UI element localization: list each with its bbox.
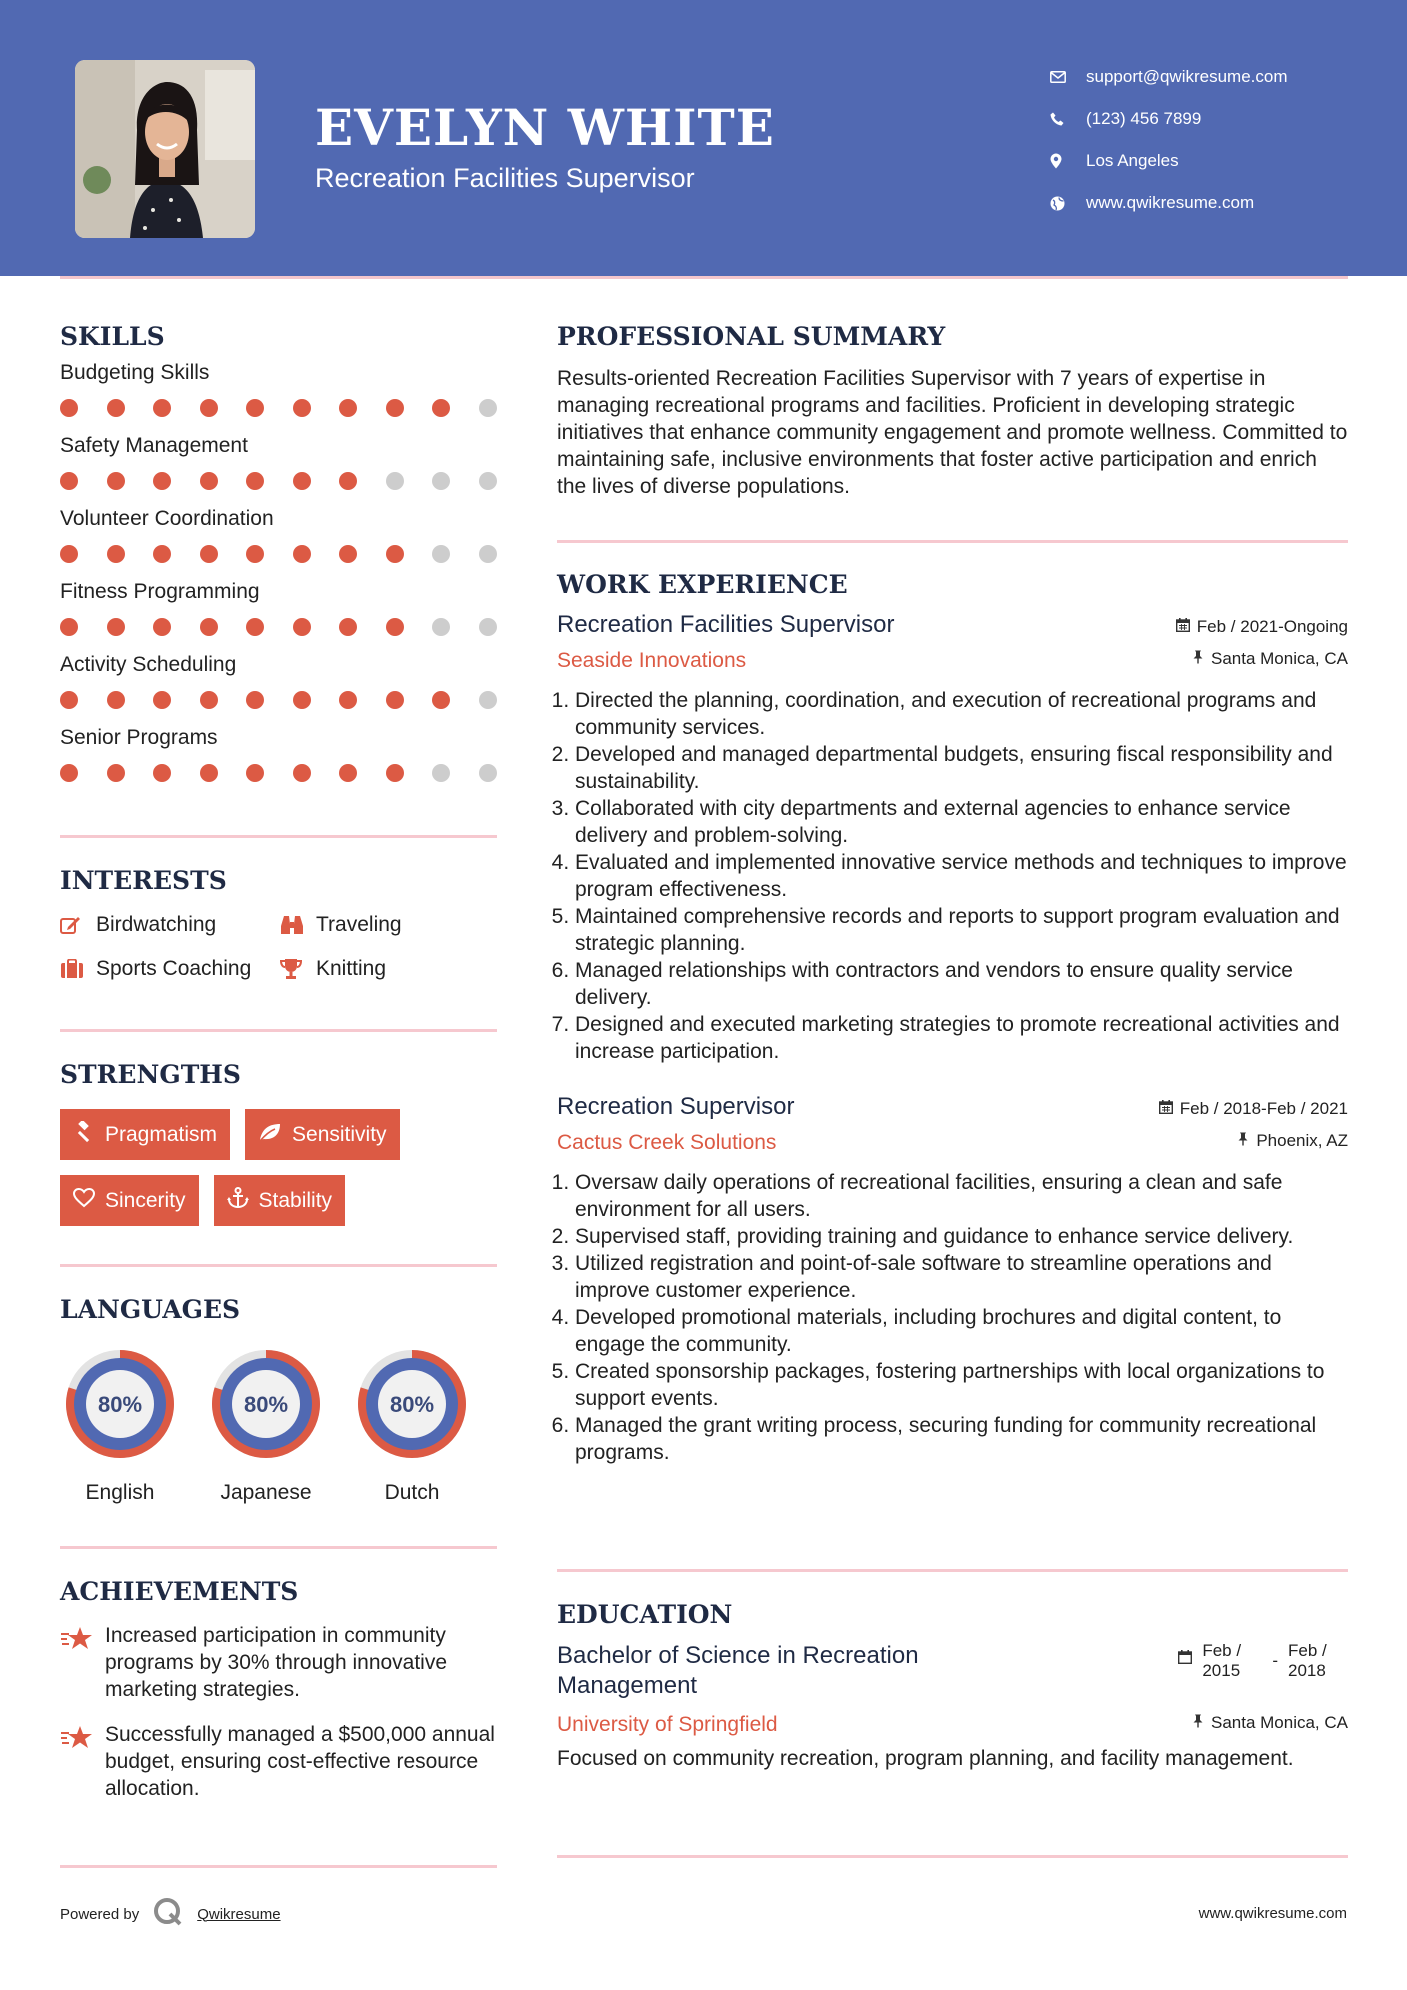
rating-dot <box>432 472 450 490</box>
duty-item: 6. Managed relationships with contractors and vendors to ensure quality service delivery. <box>575 957 1348 1011</box>
star-badge-icon <box>60 1622 105 1703</box>
rating-dot <box>60 545 78 563</box>
company-name: Seaside Innovations <box>557 649 747 672</box>
job-entry <box>557 1093 1348 1466</box>
duty-item: 6. Managed the grant writing process, securing funding for community recreational programs. <box>575 1412 1348 1466</box>
rating-dot <box>200 691 218 709</box>
briefcase-icon <box>60 959 96 979</box>
section-divider <box>60 1546 497 1549</box>
school-name: University of Springfield <box>557 1713 778 1736</box>
interest-item: Traveling <box>280 913 500 937</box>
education-location: Santa Monica, CA <box>1192 1713 1348 1733</box>
contact-location <box>1050 140 1370 182</box>
globe-icon <box>1050 196 1086 211</box>
duty-item: 2. Supervised staff, providing training and guidance to enhance service delivery. <box>575 1223 1348 1250</box>
pushpin-icon <box>1192 1713 1204 1733</box>
rating-dot <box>479 545 497 563</box>
education-start: Feb / 2015 <box>1202 1641 1242 1680</box>
rating-dot <box>200 545 218 563</box>
summary-section <box>557 322 1348 500</box>
skill-item <box>60 653 497 726</box>
calendar-icon <box>1178 1649 1192 1669</box>
rating-dot <box>60 764 78 782</box>
job-title: Recreation Facilities Supervisor <box>557 611 895 638</box>
skill-name: Budgeting Skills <box>60 361 210 384</box>
job-duties <box>557 1169 1348 1466</box>
job-duties <box>557 687 1348 1065</box>
section-divider <box>60 1865 497 1868</box>
contact-email[interactable] <box>1050 56 1370 98</box>
interests-list <box>60 913 497 981</box>
skill-item <box>60 580 497 653</box>
rating-dot <box>386 764 404 782</box>
rating-dot <box>246 764 264 782</box>
calendar-icon <box>1176 617 1190 637</box>
strength-tag: Sensitivity <box>245 1109 400 1160</box>
contact-phone-text: (123) 456 7899 <box>1086 109 1202 128</box>
rating-dot <box>479 764 497 782</box>
duty-item: 3. Collaborated with city departments and external agencies to enhance service delivery and problem-solving. <box>575 795 1348 849</box>
rating-dot <box>293 545 311 563</box>
contact-location-text: Los Angeles <box>1086 151 1179 170</box>
rating-dot <box>200 618 218 636</box>
contact-website-text: www.qwikresume.com <box>1086 193 1255 212</box>
candidate-title: Recreation Facilities Supervisor <box>315 163 695 193</box>
pushpin-icon <box>1237 1131 1249 1151</box>
skills-list <box>60 361 497 799</box>
summary-text: Results-oriented Recreation Facilities Supervisor with 7 years of expertise in managing recreational programs and facilities. Proficient in developing strategic initiatives that enhance community engagement and promote wellness. Committed to maintaining safe, inclusive environments that foster active participation and enrich the lives of diverse populations. <box>557 367 1348 498</box>
date-separator: - <box>1272 1651 1278 1670</box>
rating-dot <box>293 764 311 782</box>
rating-dot <box>200 764 218 782</box>
interests-section <box>60 866 497 981</box>
achievement-item: Increased participation in community programs by 30% through innovative marketing strategies. <box>60 1622 497 1703</box>
job-entry <box>557 611 1348 1065</box>
duty-item: 3. Utilized registration and point-of-sale software to streamline operations and improve customer experience. <box>575 1250 1348 1304</box>
rating-dot <box>432 764 450 782</box>
skill-name: Safety Management <box>60 434 248 457</box>
candidate-name: EVELYN WHITE <box>315 98 775 157</box>
rating-dot <box>60 618 78 636</box>
language-name: English <box>85 1481 155 1504</box>
map-pin-icon <box>1050 153 1086 169</box>
languages-list <box>60 1344 497 1505</box>
skill-item <box>60 434 497 507</box>
skills-section <box>60 322 497 799</box>
rating-dot <box>293 618 311 636</box>
section-divider <box>60 835 497 838</box>
rating-dot <box>479 691 497 709</box>
qwikresume-logo-icon <box>153 1897 183 1931</box>
language-name: Japanese <box>220 1481 312 1504</box>
skill-name: Senior Programs <box>60 726 218 749</box>
rating-dot <box>386 618 404 636</box>
rating-dot <box>386 472 404 490</box>
interests-heading: INTERESTS <box>60 866 227 895</box>
binoculars-icon <box>280 914 316 936</box>
rating-dot <box>386 691 404 709</box>
language-item <box>206 1344 326 1505</box>
rating-dot <box>246 399 264 417</box>
header-divider <box>60 276 1348 279</box>
rating-dot <box>246 472 264 490</box>
job-date: Feb / 2021-Ongoing <box>1176 617 1348 637</box>
skill-name: Fitness Programming <box>60 580 260 603</box>
language-ring <box>352 1344 472 1464</box>
pencil-square-icon <box>60 915 96 935</box>
duty-item: 2. Developed and managed departmental budgets, ensuring fiscal responsibility and sustainability. <box>575 741 1348 795</box>
achievements-heading: ACHIEVEMENTS <box>60 1577 299 1606</box>
rating-dot <box>432 545 450 563</box>
achievements-section <box>60 1577 497 1802</box>
trophy-icon <box>280 958 316 980</box>
skill-rating <box>60 764 497 782</box>
skill-rating <box>60 618 497 636</box>
skills-heading: SKILLS <box>60 322 165 351</box>
rating-dot <box>60 399 78 417</box>
contact-list <box>1050 56 1370 224</box>
rating-dot <box>153 691 171 709</box>
section-divider <box>557 540 1348 543</box>
duty-item: 4. Evaluated and implemented innovative service methods and techniques to improve program effectiveness. <box>575 849 1348 903</box>
rating-dot <box>153 472 171 490</box>
rating-dot <box>107 399 125 417</box>
rating-dot <box>153 618 171 636</box>
job-location: Phoenix, AZ <box>1237 1131 1348 1151</box>
languages-heading: LANGUAGES <box>60 1295 241 1324</box>
rating-dot <box>107 618 125 636</box>
footer-powered-by: Powered by Qwikresume <box>60 1897 281 1931</box>
rating-dot <box>432 618 450 636</box>
job-location: Santa Monica, CA <box>1192 649 1348 669</box>
calendar-icon <box>1159 1099 1173 1119</box>
rating-dot <box>339 399 357 417</box>
strengths-section <box>60 1060 497 1226</box>
rating-dot <box>386 399 404 417</box>
skill-item <box>60 507 497 580</box>
strength-tag: Sincerity <box>60 1175 199 1226</box>
duty-item: 1. Oversaw daily operations of recreational facilities, ensuring a clean and safe environment for all users. <box>575 1169 1348 1223</box>
skill-rating <box>60 472 497 490</box>
skill-rating <box>60 399 497 417</box>
rating-dot <box>339 764 357 782</box>
rating-dot <box>293 472 311 490</box>
skill-item <box>60 726 497 799</box>
duty-item: 4. Developed promotional materials, including brochures and digital content, to engage the community. <box>575 1304 1348 1358</box>
rating-dot <box>339 545 357 563</box>
company-name: Cactus Creek Solutions <box>557 1131 777 1154</box>
rating-dot <box>60 472 78 490</box>
rating-dot <box>339 691 357 709</box>
skill-rating <box>60 691 497 709</box>
rating-dot <box>339 472 357 490</box>
education-heading: EDUCATION <box>557 1600 733 1629</box>
language-item <box>60 1344 180 1505</box>
language-percent: 80% <box>243 1392 289 1417</box>
star-badge-icon <box>60 1721 105 1802</box>
rating-dot <box>479 618 497 636</box>
rating-dot <box>293 691 311 709</box>
interest-item: Sports Coaching <box>60 957 280 981</box>
language-percent: 80% <box>389 1392 435 1417</box>
job-date: Feb / 2018-Feb / 2021 <box>1159 1099 1348 1119</box>
section-divider <box>60 1264 497 1267</box>
rating-dot <box>107 472 125 490</box>
rating-dot <box>293 399 311 417</box>
contact-phone[interactable] <box>1050 98 1370 140</box>
rating-dot <box>107 545 125 563</box>
rating-dot <box>479 472 497 490</box>
rating-dot <box>339 618 357 636</box>
interest-item: Birdwatching <box>60 913 280 937</box>
rating-dot <box>432 691 450 709</box>
skill-name: Volunteer Coordination <box>60 507 274 530</box>
section-divider <box>60 1029 497 1032</box>
language-name: Dutch <box>384 1481 440 1504</box>
phone-icon <box>1050 112 1086 126</box>
gavel-icon <box>73 1121 95 1149</box>
section-divider <box>557 1569 1348 1572</box>
strengths-list <box>60 1109 497 1226</box>
brand-link[interactable]: Qwikresume <box>197 1905 281 1923</box>
strength-tag: Stability <box>214 1175 346 1226</box>
rating-dot <box>432 399 450 417</box>
duty-item: 1. Directed the planning, coordination, and execution of recreational programs and community services. <box>575 687 1348 741</box>
summary-heading: PROFESSIONAL SUMMARY <box>557 322 946 351</box>
envelope-icon <box>1050 71 1086 83</box>
education-section <box>557 1600 1348 1772</box>
contact-website[interactable] <box>1050 182 1370 224</box>
rating-dot <box>386 545 404 563</box>
experience-heading: WORK EXPERIENCE <box>557 570 848 599</box>
language-item <box>352 1344 472 1505</box>
resume-header <box>0 0 1407 276</box>
anchor-icon <box>227 1187 249 1215</box>
footer-website[interactable]: www.qwikresume.com <box>1198 1905 1347 1922</box>
education-dates <box>1178 1641 1348 1681</box>
language-percent: 80% <box>97 1392 143 1417</box>
leaf-icon <box>258 1122 282 1148</box>
rating-dot <box>246 618 264 636</box>
achievement-item: Successfully managed a $500,000 annual budget, ensuring cost-effective resource allocation. <box>60 1721 497 1802</box>
skill-item <box>60 361 497 434</box>
pushpin-icon <box>1192 649 1204 669</box>
rating-dot <box>153 399 171 417</box>
language-ring <box>60 1344 180 1464</box>
rating-dot <box>200 472 218 490</box>
rating-dot <box>60 691 78 709</box>
degree-title: Bachelor of Science in Recreation Management <box>557 1642 919 1699</box>
rating-dot <box>107 691 125 709</box>
rating-dot <box>246 691 264 709</box>
duty-item: 7. Designed and executed marketing strategies to promote recreational activities and increase participation. <box>575 1011 1348 1065</box>
section-divider <box>557 1855 1348 1858</box>
education-end: Feb / 2018 <box>1288 1641 1327 1680</box>
profile-photo <box>75 60 255 238</box>
rating-dot <box>153 545 171 563</box>
interest-item: Knitting <box>280 957 500 981</box>
experience-section <box>557 570 1348 1466</box>
duty-item: 5. Maintained comprehensive records and reports to support program evaluation and strategic planning. <box>575 903 1348 957</box>
strengths-heading: STRENGTHS <box>60 1060 241 1089</box>
duty-item: 5. Created sponsorship packages, fostering partnerships with local organizations to support events. <box>575 1358 1348 1412</box>
languages-section <box>60 1295 497 1505</box>
rating-dot <box>479 399 497 417</box>
heart-icon <box>73 1188 95 1214</box>
job-title: Recreation Supervisor <box>557 1093 795 1120</box>
skill-rating <box>60 545 497 563</box>
contact-email-text: support@qwikresume.com <box>1086 67 1288 86</box>
education-description: Focused on community recreation, program planning, and facility management. <box>557 1747 1294 1770</box>
strength-tag: Pragmatism <box>60 1109 230 1160</box>
rating-dot <box>153 764 171 782</box>
rating-dot <box>200 399 218 417</box>
skill-name: Activity Scheduling <box>60 653 237 676</box>
rating-dot <box>107 764 125 782</box>
rating-dot <box>246 545 264 563</box>
language-ring <box>206 1344 326 1464</box>
